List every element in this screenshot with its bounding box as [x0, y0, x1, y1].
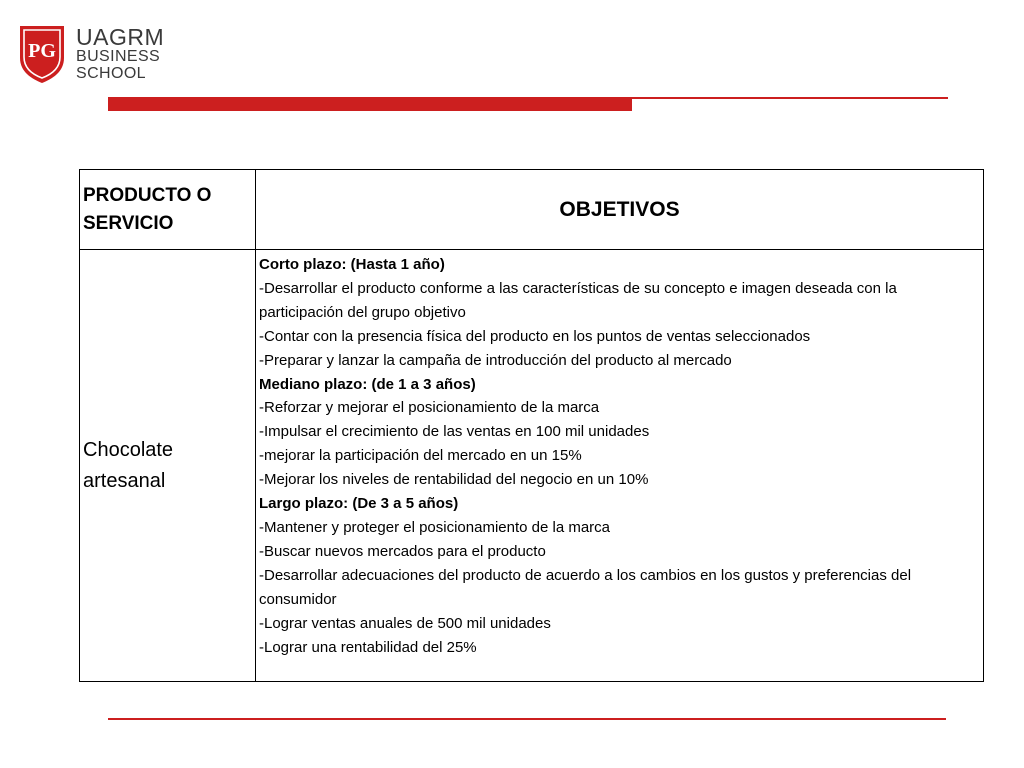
logo-wordmark [76, 26, 164, 82]
objective-period-heading: Mediano plazo: (de 1 a 3 años) [259, 375, 476, 393]
objective-item: -Desarrollar adecuaciones del producto de acuerdo a los cambios en los gustos y preferencias del consumidor [259, 566, 912, 608]
top-decorative-line [632, 97, 948, 99]
logo-monogram: PG [28, 40, 56, 62]
objective-item: -Lograr una rentabilidad del 25% [259, 638, 477, 656]
table-header-row [80, 170, 984, 250]
objective-item: -Contar con la presencia física del producto en los puntos de ventas seleccionados [259, 327, 811, 345]
top-decorative-bar [108, 97, 632, 111]
objectives-cell [256, 250, 984, 682]
header-product: PRODUCTO O SERVICIO [80, 170, 256, 250]
logo-line-uagrm: UAGRM [76, 24, 165, 50]
objectives-table [79, 169, 984, 682]
table-row [80, 250, 984, 682]
bottom-decorative-line [108, 718, 946, 720]
shield-logo-icon [18, 24, 66, 84]
product-cell: Chocolate artesanal [80, 250, 256, 682]
header-objectives: OBJETIVOS [256, 170, 984, 250]
objective-item: -Mejorar los niveles de rentabilidad del negocio en un 10% [259, 471, 649, 489]
school-logo [18, 24, 188, 88]
logo-line-school: SCHOOL [76, 65, 146, 82]
objective-item: -Impulsar el crecimiento de las ventas en 100 mil unidades [259, 423, 650, 441]
objective-item: -Mantener y proteger el posicionamiento de la marca [259, 518, 611, 536]
objective-period-heading: Largo plazo: (De 3 a 5 años) [259, 495, 459, 513]
objective-item: -Buscar nuevos mercados para el producto [259, 542, 546, 560]
objective-item: -Desarrollar el producto conforme a las características de su concepto e imagen deseada con la participación del grupo objetivo [259, 279, 897, 321]
objective-item: -Reforzar y mejorar el posicionamiento de la marca [259, 399, 600, 417]
objective-item: -mejorar la participación del mercado en un 15% [259, 447, 582, 465]
objective-item: -Lograr ventas anuales de 500 mil unidades [259, 614, 551, 632]
logo-line-business: BUSINESS [76, 48, 161, 65]
objective-period-heading: Corto plazo: (Hasta 1 año) [259, 256, 445, 273]
objective-item: -Preparar y lanzar la campaña de introducción del producto al mercado [259, 351, 732, 369]
